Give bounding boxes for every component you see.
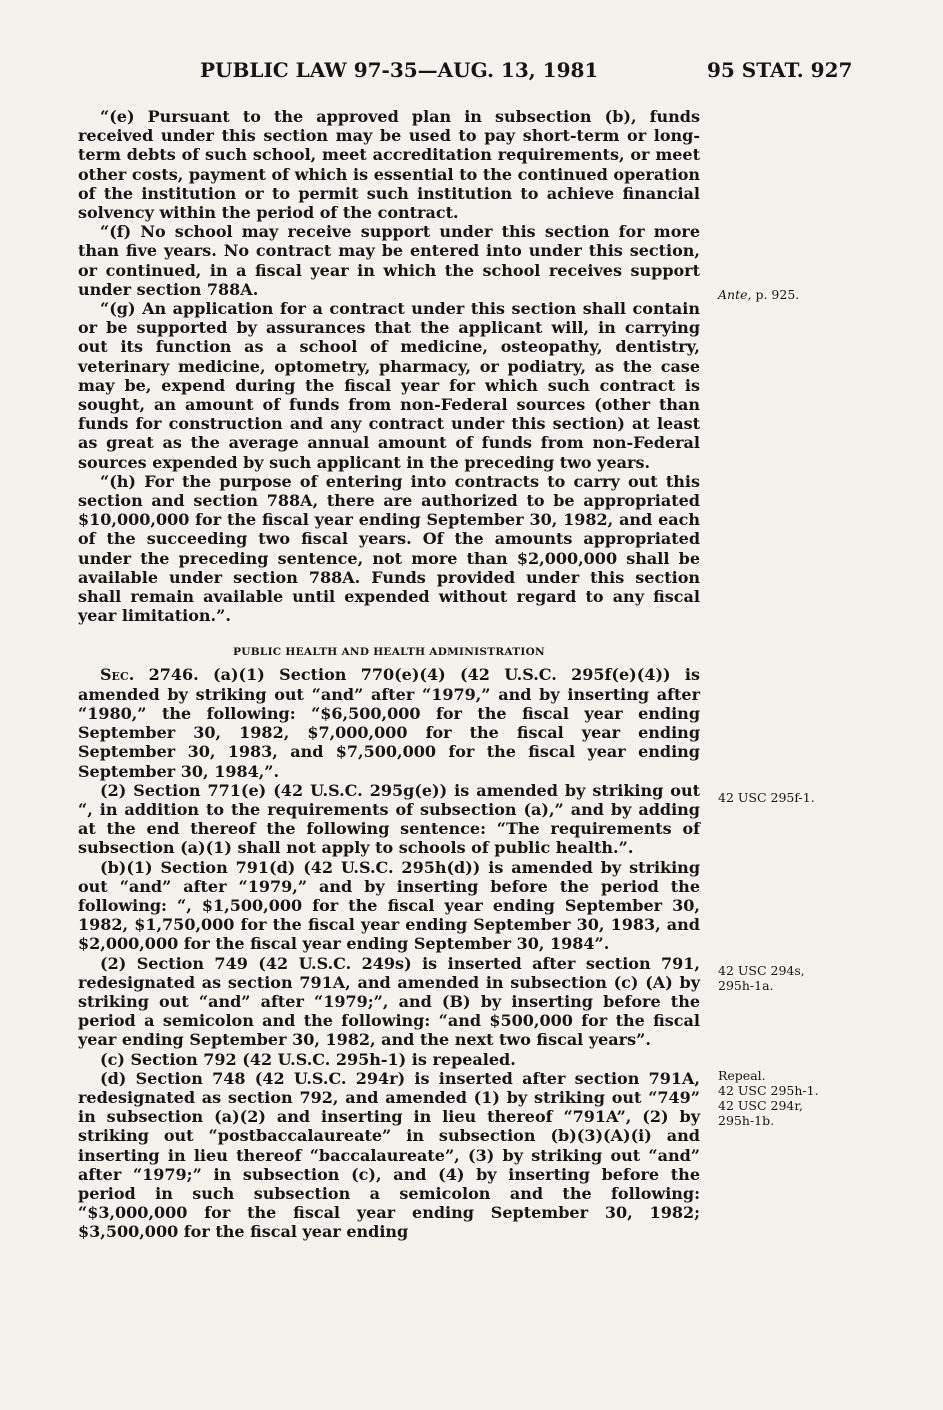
- paragraph-sec-2746-a1: [78, 665, 700, 780]
- paragraph-c: (c) Section 792 (42 U.S.C. 295h-1) is repealed.: [100, 1049, 516, 1069]
- document-body: [78, 107, 700, 1242]
- section-label: Sec. 2746.: [100, 665, 199, 685]
- page-stat-number: 95 STAT. 927: [707, 58, 853, 82]
- margin-note-usc-294r-line2: 295h-1b.: [718, 1113, 775, 1128]
- margin-note-ante-italic: Ante,: [718, 287, 752, 302]
- paragraph-a2: (2) Section 771(e) (42 U.S.C. 295g(e)) is amended by striking out “, in addition to the requirements of subsection (a),” and by adding at the end thereof the following sentence: “The requirements of subsection (a)(1) shall not apply to schools of public health.”.: [78, 780, 700, 858]
- margin-note-usc-295f-1: 42 USC 295f-1.: [718, 790, 815, 805]
- paragraph-d: (d) Section 748 (42 U.S.C. 294r) is inserted after section 791A, redesignated as section 792, and amended (1) by striking out “749” in subsection (a)(2) and inserting in lieu thereof “791A”, (2) by striking out “postbaccalaureate” in subsection (b)(3)(A)(i) and inserting in lieu thereof “baccalaureate”, (3) by striking out “and” after “1979;” in subsection (c), and (4) by inserting before the period in such subsection a semicolon and the following: “$3,000,000 for the fiscal year ending September 30, 1982; $3,500,000 for the fiscal year ending: [78, 1068, 700, 1242]
- margin-note-ante-page: p. 925.: [755, 287, 800, 302]
- paragraph-h: “(h) For the purpose of entering into contracts to carry out this section and section 788A, there are authorized to be appropriated $10,000,000 for the fiscal year ending September 30, 1982, and each of the succeeding two fiscal years. Of the amounts appropriated under the preceding sentence, not more than $2,000,000 shall be available under section 788A. Funds provided under this section shall remain available until expended without regard to any fiscal year limitation.”.: [78, 471, 700, 626]
- margin-note-usc-294s: [718, 963, 805, 993]
- paragraph-a1-text: (a)(1) Section 770(e)(4) (42 U.S.C. 295f(e)(4)) is amended by striking out “and” after “1979,” and by inserting after “1980,” the following: “$6,500,000 for the fiscal year ending September 30, 1982, $7,000,000 for the fiscal year ending September 30, 1983, and $7,500,000 for the fiscal year ending September 30, 1984,”.: [78, 665, 700, 781]
- margin-note-usc-294s-line1: 42 USC 294s,: [718, 963, 805, 978]
- margin-note-usc-294r-line1: 42 USC 294r,: [718, 1098, 803, 1113]
- paragraph-g: “(g) An application for a contract under this section shall contain or be supported by assurances that the applicant will, in carrying out its function as a school of medicine, osteopathy, dentistry, veterinary medicine, optometry, pharmacy, or podiatry, as the case may be, expend during the fiscal year for which such contract is sought, an amount of funds from non-Federal sources (other than funds for construction and any contract under this section) at least as great as the average annual amount of funds from non-Federal sources expended by such applicant in the preceding two years.: [78, 299, 700, 472]
- paragraph-f: “(f) No school may receive support under this section for more than five years. No contract may be entered into under this section, or continued, in a fiscal year in which the school receives support under section 788A.: [78, 222, 700, 299]
- margin-note-usc-295h-1: 42 USC 295h-1.: [718, 1083, 819, 1098]
- page-header-title: PUBLIC LAW 97-35—AUG. 13, 1981: [200, 58, 599, 82]
- margin-note-repeal: [718, 1068, 819, 1128]
- section-heading: PUBLIC HEALTH AND HEALTH ADMINISTRATION: [233, 646, 545, 659]
- paragraph-b2: (2) Section 749 (42 U.S.C. 249s) is inserted after section 791, redesignated as section 791A, and amended in subsection (c) (A) by striking out “and” after “1979;”, and (B) by inserting before the period a semicolon and the following: “and $500,000 for the fiscal year ending September 30, 1982, and the next two fiscal years”.: [78, 953, 700, 1050]
- margin-note-ante: [718, 287, 799, 302]
- margin-note-usc-294s-line2: 295h-1a.: [718, 978, 774, 993]
- margin-note-repeal-label: Repeal.: [718, 1068, 766, 1083]
- paragraph-e: “(e) Pursuant to the approved plan in subsection (b), funds received under this section may be used to pay short-term or long-term debts of such school, meet accreditation requirements, or meet other costs, payment of which is essential to the continued operation of the institution or to permit such institution to achieve financial solvency within the period of the contract.: [78, 107, 700, 223]
- paragraph-b1: (b)(1) Section 791(d) (42 U.S.C. 295h(d)) is amended by striking out “and” after “1979,” and by inserting before the period the following: “, $1,500,000 for the fiscal year ending September 30, 1982, $1,750,000 for the fiscal year ending September 30, 1983, and $2,000,000 for the fiscal year ending September 30, 1984”.: [78, 857, 700, 954]
